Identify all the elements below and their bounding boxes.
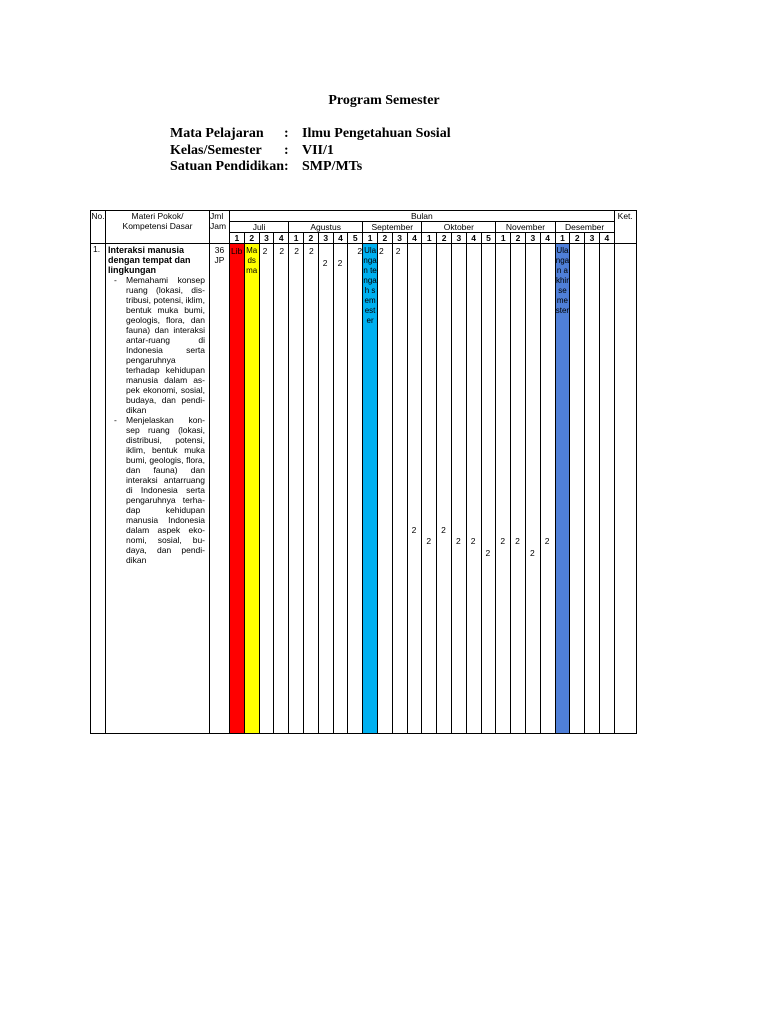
meta-label: Satuan Pendidikan xyxy=(170,159,284,174)
ket-cell xyxy=(614,244,636,734)
page-title: Program Semester xyxy=(328,93,440,108)
cell-text: 2 xyxy=(455,536,461,546)
cell-november-2 xyxy=(511,244,526,734)
cell-juli-4 xyxy=(274,244,289,734)
cell-juli-3 xyxy=(259,244,274,734)
schedule-table xyxy=(90,210,637,734)
meta-colon: : xyxy=(284,159,289,174)
month-header: September xyxy=(363,222,422,233)
cell-text: 2 xyxy=(308,246,314,256)
cell-text: 2 xyxy=(322,258,328,268)
cell-september-3 xyxy=(392,244,407,734)
cell-agustus-5 xyxy=(348,244,363,734)
cell-text: 2 xyxy=(426,536,432,546)
cell-oktober-3 xyxy=(451,244,466,734)
week-cell: 1 xyxy=(363,233,378,244)
meta-label: Kelas/Semester xyxy=(170,142,262,158)
month-header: November xyxy=(496,222,555,233)
week-cell: 5 xyxy=(481,233,496,244)
cell-text: 2 xyxy=(411,525,417,535)
cell-desember-1 xyxy=(555,244,570,734)
cell-text: 2 xyxy=(395,246,401,256)
cell-text: 2 xyxy=(294,246,299,256)
week-cell: 3 xyxy=(451,233,466,244)
header-jml-jam: Jml Jam xyxy=(210,211,230,244)
cell-text: 2 xyxy=(529,548,535,558)
meta-value: Ilmu Pengetahuan Sosial xyxy=(302,126,451,141)
week-cell: 2 xyxy=(570,233,585,244)
header-materi: Materi Pokok/ Kompetensi Dasar xyxy=(106,211,210,244)
competency-item: - Memahami konsep ruang (lokasi, dis-tribusi, potensi, iklim, bentuk muka bumi, geologis, flora, dan fauna) dan interaksi antar-ruang di Indonesia serta pengaruhnya terhadap kehidupan manusia dalam as-pek ekonomi, sosial, budaya, dan pendi-dikan xyxy=(126,275,205,415)
meta-row-class xyxy=(170,143,451,160)
meta-value: VII/1 xyxy=(302,142,334,158)
cell-oktober-4 xyxy=(466,244,481,734)
jml-jam-value: 36 JP xyxy=(210,244,230,734)
cell-desember-3 xyxy=(585,244,600,734)
month-header: Agustus xyxy=(289,222,363,233)
cell-text: 2 xyxy=(441,525,446,535)
competency-item: - Menjelaskan kon-sep ruang (lokasi, distribusi, potensi, iklim, bentuk muka bumi, geologis, flora, dan fauna) dan interaksi antarruang di Indonesia serta pengaruhnya terha-dap kehidupan manusia Indonesia dalam aspek eko-nomi, sosial, bu-daya, dan pendi-dikan xyxy=(126,415,205,565)
week-cell: 2 xyxy=(377,233,392,244)
week-cell: 4 xyxy=(540,233,555,244)
table-row xyxy=(91,244,637,734)
cell-text: 2 xyxy=(485,548,491,558)
competency-list xyxy=(108,275,205,565)
cell-juli-1 xyxy=(230,244,245,734)
cell-agustus-3 xyxy=(318,244,333,734)
cell-desember-2 xyxy=(570,244,585,734)
cell-november-1 xyxy=(496,244,511,734)
cell-oktober-5 xyxy=(481,244,496,734)
cell-desember-4 xyxy=(599,244,614,734)
week-cell: 2 xyxy=(244,233,259,244)
cell-text: 2 xyxy=(279,246,285,256)
cell-september-4 xyxy=(407,244,422,734)
week-cell: 2 xyxy=(511,233,526,244)
week-cell: 4 xyxy=(274,233,289,244)
cell-november-3 xyxy=(525,244,540,734)
week-cell: 2 xyxy=(437,233,452,244)
week-cell: 4 xyxy=(333,233,348,244)
week-cell: 3 xyxy=(259,233,274,244)
week-cell: 3 xyxy=(585,233,600,244)
cell-text: 2 xyxy=(337,258,343,268)
cell-september-2 xyxy=(377,244,392,734)
cell-text: Ulangan tengah semester xyxy=(363,246,377,325)
week-cell: 3 xyxy=(525,233,540,244)
week-cell: 1 xyxy=(289,233,304,244)
meta-colon: : xyxy=(284,126,289,141)
header-bulan: Bulan xyxy=(230,211,615,222)
cell-text: Lib xyxy=(231,246,243,256)
week-cell: 2 xyxy=(303,233,318,244)
cell-oktober-1 xyxy=(422,244,437,734)
meta-row-subject xyxy=(170,126,451,143)
week-cell: 5 xyxy=(348,233,363,244)
cell-agustus-1 xyxy=(289,244,304,734)
cell-agustus-2 xyxy=(303,244,318,734)
cell-september-1 xyxy=(363,244,378,734)
cell-text: 2 xyxy=(544,536,550,546)
cell-text: Mads ma xyxy=(246,246,258,275)
cell-text: Ulangan akhir semester xyxy=(555,246,570,315)
materi-cell xyxy=(106,244,210,734)
meta-row-school xyxy=(170,159,451,176)
week-cell: 1 xyxy=(422,233,437,244)
cell-oktober-2 xyxy=(437,244,452,734)
cell-text: 2 xyxy=(378,246,384,256)
header-ket: Ket. xyxy=(614,211,636,244)
meta-value: SMP/MTs xyxy=(302,159,363,174)
cell-november-4 xyxy=(540,244,555,734)
cell-juli-2 xyxy=(244,244,259,734)
cell-text: 2 xyxy=(515,536,520,546)
week-cell: 3 xyxy=(392,233,407,244)
week-cell: 4 xyxy=(407,233,422,244)
cell-agustus-4 xyxy=(333,244,348,734)
week-cell: 1 xyxy=(496,233,511,244)
week-cell: 4 xyxy=(466,233,481,244)
materi-heading: Interaksi manusia dengan tempat dan lingkungan xyxy=(108,245,191,275)
month-header: Desember xyxy=(555,222,614,233)
cell-text: 2 xyxy=(500,536,506,546)
week-cell: 3 xyxy=(318,233,333,244)
month-header: Juli xyxy=(230,222,289,233)
cell-text: 2 xyxy=(470,536,476,546)
document-meta xyxy=(170,126,451,176)
header-no: No. xyxy=(91,211,106,244)
week-cell: 1 xyxy=(555,233,570,244)
cell-text: 2 xyxy=(357,246,363,256)
month-header: Oktober xyxy=(422,222,496,233)
cell-text: 2 xyxy=(262,246,268,256)
meta-label: Mata Pelajaran xyxy=(170,126,264,141)
week-cell: 1 xyxy=(230,233,245,244)
week-cell: 4 xyxy=(599,233,614,244)
meta-colon: : xyxy=(284,142,289,158)
row-number: 1. xyxy=(91,244,106,734)
